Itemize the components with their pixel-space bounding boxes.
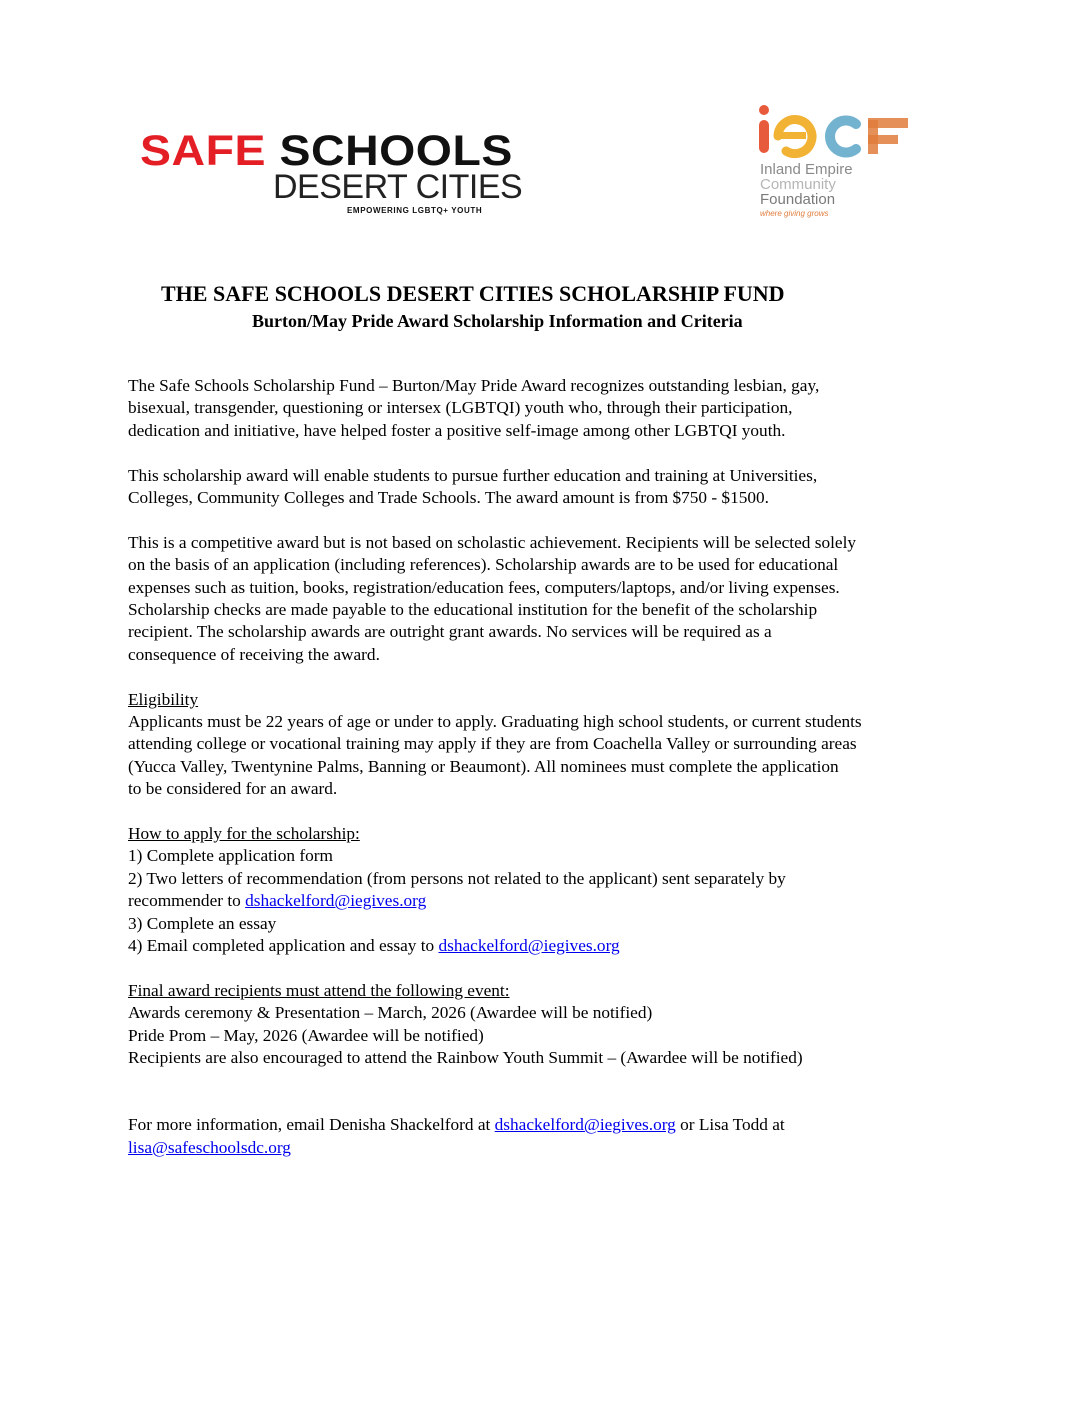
eligibility-heading: Eligibility [128,689,199,709]
contact-line2 [128,1137,968,1159]
apply-step-3: 3) Complete an essay [128,913,277,933]
document-title: THE SAFE SCHOOLS DESERT CITIES SCHOLARSHIP FUND [161,281,785,306]
text-line: expenses such as tuition, books, registration/education fees, computers/laptops, and/or living expenses. [128,577,840,597]
intro-paragraph [128,375,968,442]
text-line: attending college or vocational training may apply if they are from Coachella Valley or surrounding areas [128,734,857,754]
iecf-name-line3: Foundation [760,191,836,208]
safe-schools-logo [140,127,523,220]
document-body [128,375,968,1182]
email-link-lisa[interactable]: lisa@safeschoolsdc.org [128,1137,291,1157]
contact-prefix: For more information, email Denisha Shackelford at [128,1115,495,1135]
iecf-name-line1: Inland Empire [760,161,853,178]
logo-desert-cities: DESERT CITIES [273,168,523,206]
event-item: Pride Prom – May, 2026 (Awardee will be notified) [128,1025,484,1045]
events-heading: Final award recipients must attend the following event: [128,980,510,1000]
logo-wordmark-line1 [140,127,513,175]
email-link-dshackelford[interactable]: dshackelford@iegives.org [494,1115,676,1135]
apply-step-2-prefix: recommender to [128,891,246,911]
text-line: dedication and initiative, have helped foster a positive self-image among other LGBTQI youth. [128,420,786,440]
contact-paragraph [128,1114,968,1159]
text-line: Colleges, Community Colleges and Trade Schools. The award amount is from $750 - $1500. [128,488,769,508]
contact-line1 [128,1114,968,1136]
apply-step-1: 1) Complete application form [128,846,333,866]
apply-step-2-line1: 2) Two letters of recommendation (from persons not related to the applicant) sent separately by [128,868,786,888]
eligibility-section [128,689,968,801]
apply-step-4 [128,935,968,957]
competitive-paragraph [128,532,968,666]
text-line: The Safe Schools Scholarship Fund – Burton/May Pride Award recognizes outstanding lesbian, gay, [128,376,820,395]
text-line: Scholarship checks are made payable to the educational institution for the benefit of the scholarship [128,600,818,620]
email-link-dshackelford[interactable]: dshackelford@iegives.org [438,936,620,956]
iecf-logo [756,102,926,222]
logo-word-schools: SCHOOLS [279,127,513,175]
text-line: to be considered for an award. [128,779,338,799]
logo-word-safe: SAFE [140,127,267,175]
email-link-dshackelford[interactable]: dshackelford@iegives.org [245,891,427,911]
spacer [128,1092,968,1114]
logo-tagline: EMPOWERING LGBTQ+ YOUTH [347,206,483,215]
text-line: consequence of receiving the award. [128,644,380,664]
events-section [128,980,968,1070]
iecf-tagline: where giving grows [760,209,829,218]
contact-middle: or Lisa Todd at [675,1115,785,1135]
apply-section [128,823,968,957]
text-line: bisexual, transgender, questioning or intersex (LGBTQI) youth who, through their participation, [128,398,793,418]
apply-heading: How to apply for the scholarship: [128,824,360,844]
iecf-mark-icon [756,102,916,162]
text-line: recipient. The scholarship awards are outright grant awards. No services will be required as a [128,622,772,642]
apply-step-2-line2 [128,890,968,912]
award-paragraph [128,465,968,510]
apply-step-4-prefix: 4) Email completed application and essay to [128,936,439,956]
iecf-name-line2: Community [760,176,836,193]
text-line: Applicants must be 22 years of age or under to apply. Graduating high school students, or current students [128,712,862,732]
text-line: on the basis of an application (including references). Scholarship awards are to be used for educational [128,555,839,575]
event-item: Awards ceremony & Presentation – March, 2026 (Awardee will be notified) [128,1003,653,1023]
text-line: (Yucca Valley, Twentynine Palms, Banning or Beaumont). All nominees must complete the application [128,756,839,776]
text-line: This scholarship award will enable students to pursue further education and training at Universities, [128,465,818,485]
iecf-name [760,162,853,207]
event-item: Recipients are also encouraged to attend the Rainbow Youth Summit – (Awardee will be notified) [128,1048,803,1068]
text-line: This is a competitive award but is not based on scholastic achievement. Recipients will be selected solely [128,532,857,552]
document-subtitle: Burton/May Pride Award Scholarship Information and Criteria [252,311,743,331]
